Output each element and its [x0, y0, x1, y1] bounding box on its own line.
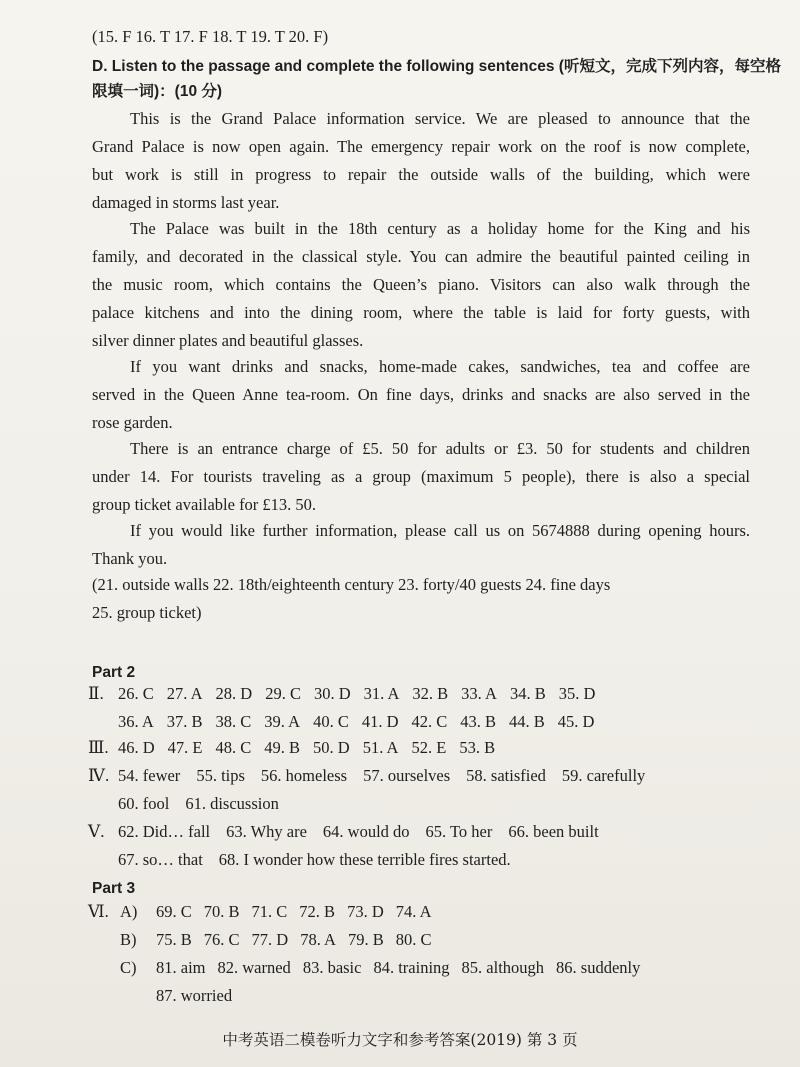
- answer-item: 49. B: [264, 738, 301, 757]
- answer-item: 74. A: [395, 902, 432, 921]
- answer-item: 72. B: [299, 902, 336, 921]
- roman-numeral: Ⅵ.: [88, 902, 109, 921]
- answer-item: 83. basic: [302, 958, 362, 977]
- answer-item: 59. carefully: [561, 766, 646, 785]
- passage-line: but work is still in progress to repair the outside walls of the building, which were: [92, 165, 750, 184]
- passage-line: under 14. For tourists traveling as a group (maximum 5 people), there is also a special: [92, 467, 750, 486]
- passage-line: palace kitchens and into the dining room, where the table is laid for forty guests, with: [92, 303, 750, 322]
- answer-item: 44. B: [509, 712, 545, 731]
- section-d-title-cont: 限填一词)：(10 分): [92, 83, 223, 100]
- passage-line: There is an entrance charge of £5. 50 for adults or £3. 50 for students and children: [130, 439, 750, 458]
- page-footer: 中考英语二模卷听力文字和参考答案(2019) 第 3 页: [222, 1031, 578, 1049]
- answer-item: 64. would do: [322, 822, 410, 841]
- answer-item: 31. A: [363, 684, 400, 703]
- passage-line: If you want drinks and snacks, home-made cakes, sandwiches, tea and coffee are: [130, 357, 750, 376]
- answer-item: 56. homeless: [260, 766, 348, 785]
- passage-line: the music room, which contains the Queen’s piano. Visitors can also walk through the: [92, 275, 750, 294]
- answer-row: [88, 766, 661, 786]
- answer-item: 62. Did… fall: [118, 822, 211, 841]
- roman-numeral: Ⅱ.: [88, 684, 104, 703]
- answer-item: 84. training: [373, 958, 450, 977]
- answer-row: [88, 822, 615, 842]
- answer-item: 41. D: [361, 712, 399, 731]
- answer-item: 42. C: [411, 712, 448, 731]
- answer-item: 47. E: [167, 738, 203, 757]
- answer-item: 70. B: [203, 902, 240, 921]
- part2-heading: Part 2: [92, 664, 136, 681]
- answer-item: 33. A: [461, 684, 497, 703]
- answer-item: 52. E: [411, 738, 447, 757]
- answer-item: 50. D: [313, 738, 350, 757]
- answer-row: [88, 930, 444, 950]
- answer-item: 26. C: [118, 684, 154, 703]
- previous-answers: (15. F 16. T 17. F 18. T 19. T 20. F): [92, 27, 329, 46]
- answer-item: 73. D: [347, 902, 384, 921]
- answer-row: [88, 986, 244, 1006]
- answer-row: [88, 712, 607, 732]
- answer-row: [88, 684, 608, 704]
- answer-item: 75. B: [156, 930, 192, 949]
- answer-item: 51. A: [362, 738, 399, 757]
- answer-item: 35. D: [558, 684, 596, 703]
- answer-item: 77. D: [251, 930, 289, 949]
- answer-row: [88, 850, 527, 870]
- answer-item: 87. worried: [156, 986, 233, 1005]
- answer-item: 36. A: [118, 712, 154, 731]
- part3-heading: Part 3: [92, 880, 136, 897]
- answer-item: 82. warned: [217, 958, 291, 977]
- answer-item: 60. fool: [118, 794, 170, 813]
- answer-item: 71. C: [251, 902, 288, 921]
- answer-item: 30. D: [313, 684, 351, 703]
- passage-line: silver dinner plates and beautiful glasses.: [92, 331, 364, 350]
- answer-item: 29. C: [265, 684, 301, 703]
- answer-item: 66. been built: [508, 822, 599, 841]
- answer-item: 54. fewer: [118, 766, 181, 785]
- passage-line: This is the Grand Palace information service. We are pleased to announce that the: [130, 109, 750, 128]
- answer-item: 39. A: [264, 712, 301, 731]
- passage-line: Thank you.: [92, 549, 168, 568]
- passage-line: damaged in storms last year.: [92, 193, 280, 212]
- answer-item: 63. Why are: [226, 822, 307, 841]
- roman-numeral: Ⅳ.: [88, 766, 110, 785]
- passage-line: Grand Palace is now open again. The emergency repair work on the roof is now complete,: [92, 137, 750, 156]
- answer-item: 38. C: [215, 712, 252, 731]
- answer-item: 27. A: [166, 684, 203, 703]
- answer-item: 61. discussion: [185, 794, 279, 813]
- answer-item: 80. C: [395, 930, 432, 949]
- passage-line: The Palace was built in the 18th century as a holiday home for the King and his: [130, 219, 750, 238]
- section-d-title: D. Listen to the passage and complete the following sentences (听短文，完成下列内容，每空格: [92, 58, 781, 75]
- answer-item: 57. ourselves: [363, 766, 451, 785]
- answer-item: 78. A: [300, 930, 336, 949]
- answer-item: 40. C: [313, 712, 349, 731]
- answer-row: [88, 738, 508, 758]
- sub-section-label: B): [120, 930, 137, 949]
- answer-item: 85. although: [461, 958, 545, 977]
- answer-item: 68. I wonder how these terrible fires started.: [218, 850, 511, 869]
- passage-line: group ticket available for £13. 50.: [92, 495, 317, 514]
- answer-item: 34. B: [509, 684, 546, 703]
- answer-item: 81. aim: [156, 958, 206, 977]
- answer-item: 79. B: [347, 930, 384, 949]
- answer-row: [88, 958, 652, 978]
- answer-item: 28. D: [215, 684, 253, 703]
- answer-item: 65. To her: [425, 822, 493, 841]
- roman-numeral: Ⅴ.: [88, 822, 105, 841]
- passage-line: rose garden.: [92, 413, 173, 432]
- roman-numeral: Ⅲ.: [88, 738, 109, 757]
- answer-item: 48. C: [215, 738, 252, 757]
- section-d-answers: (21. outside walls 22. 18th/eighteenth century 23. forty/40 guests 24. fine days: [92, 575, 611, 594]
- answer-item: 43. B: [460, 712, 497, 731]
- answer-item: 86. suddenly: [556, 958, 641, 977]
- sub-section-label: A): [120, 902, 138, 921]
- sub-section-label: C): [120, 958, 137, 977]
- section-d-answers-cont: 25. group ticket): [92, 603, 202, 622]
- answer-item: 67. so… that: [118, 850, 203, 869]
- answer-item: 69. C: [156, 902, 192, 921]
- answer-item: 55. tips: [196, 766, 245, 785]
- answer-item: 53. B: [459, 738, 496, 757]
- passage-line: If you would like further information, please call us on 5674888 during opening hours.: [130, 521, 750, 540]
- answer-row: [88, 794, 295, 814]
- answer-item: 58. satisfied: [466, 766, 546, 785]
- answer-item: 46. D: [118, 738, 155, 757]
- passage-line: family, and decorated in the classical style. You can admire the beautiful painted ceiling in: [92, 247, 750, 266]
- answer-item: 37. B: [166, 712, 203, 731]
- answer-row: [88, 902, 444, 922]
- answer-item: 45. D: [557, 712, 595, 731]
- answer-item: 32. B: [412, 684, 449, 703]
- answer-item: 76. C: [203, 930, 240, 949]
- passage-line: served in the Queen Anne tea-room. On fine days, drinks and snacks are also served in the: [92, 385, 750, 404]
